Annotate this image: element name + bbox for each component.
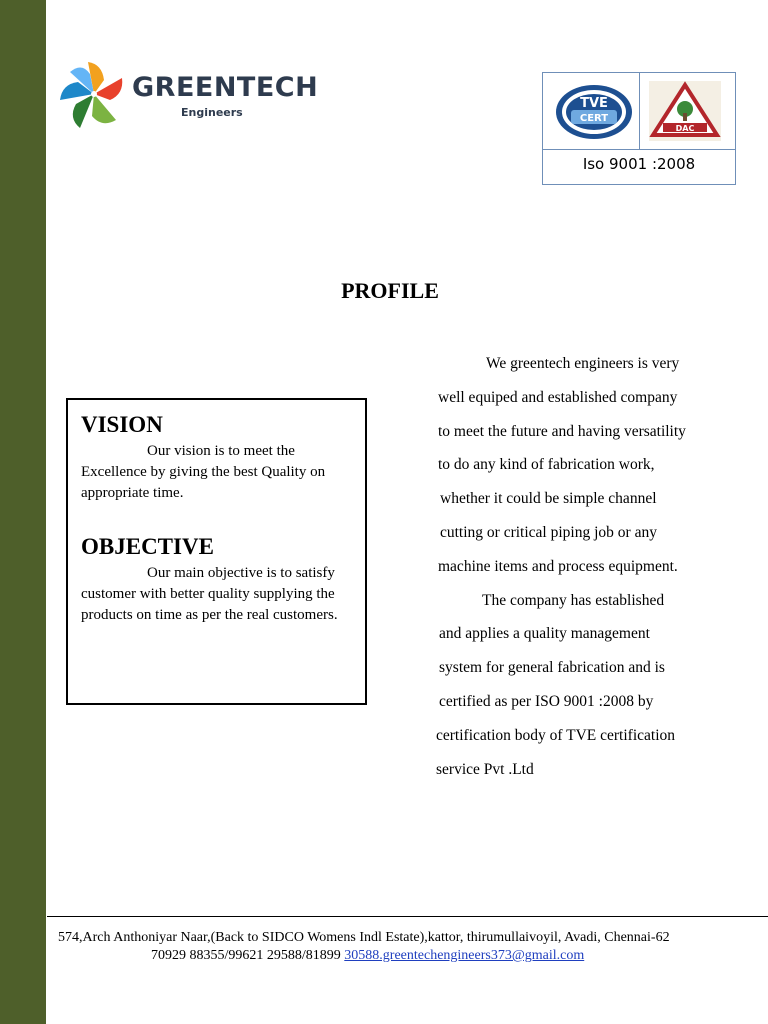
certification-box — [542, 72, 736, 185]
cert-divider — [639, 73, 640, 149]
vision-objective-box — [66, 398, 367, 705]
page-title: PROFILE — [341, 278, 439, 303]
profile-line: certified as per ISO 9001 :2008 by — [439, 692, 654, 710]
profile-line: machine items and process equipment. — [438, 557, 678, 575]
profile-line: to meet the future and having versatility — [438, 422, 686, 440]
company-name: GREENTECH — [132, 72, 319, 103]
profile-line: and applies a quality management — [439, 625, 650, 643]
footer-divider — [47, 916, 768, 917]
iso-standard-label: Iso 9001 :2008 — [582, 155, 696, 173]
side-bar — [0, 0, 46, 1024]
objective-text: Our main objective is to satisfy customer with better quality supplying the products on time as per the real customers. — [81, 565, 338, 623]
profile-paragraph — [435, 353, 735, 792]
objective-heading: OBJECTIVE — [81, 534, 214, 559]
dac-badge-text: DAC — [675, 124, 695, 133]
footer-phones: 70929 88355/99621 29588/81899 — [151, 948, 341, 963]
tve-badge-top-text: TVE — [580, 96, 608, 111]
pinwheel-logo-icon — [58, 54, 130, 134]
profile-line: We greentech engineers is very — [486, 355, 680, 372]
profile-line: to do any kind of fabrication work, — [438, 456, 655, 474]
profile-line: certification body of TVE certification — [436, 726, 676, 744]
profile-line: The company has established — [482, 591, 665, 609]
footer-contact — [151, 948, 584, 964]
profile-line: cutting or critical piping job or any — [440, 523, 657, 541]
profile-line: well equiped and established company — [438, 388, 678, 406]
company-logo — [58, 54, 319, 134]
tve-badge-bottom-text: CERT — [579, 113, 609, 124]
footer-address: 574,Arch Anthoniyar Naar,(Back to SIDCO Womens Indl Estate),kattor, thirumullaivoyil, Avadi, Chennai-62 — [58, 930, 670, 945]
profile-line: system for general fabrication and is — [439, 659, 665, 677]
profile-line: service Pvt .Ltd — [436, 760, 534, 778]
profile-line: whether it could be simple channel — [440, 490, 657, 508]
vision-heading: VISION — [81, 412, 163, 437]
vision-text: Our vision is to meet the Excellence by giving the best Quality on appropriate time. — [81, 443, 326, 501]
company-subtitle: Engineers — [181, 106, 243, 119]
tve-cert-badge-icon — [555, 84, 633, 140]
cert-divider — [543, 149, 735, 150]
dac-badge-icon — [649, 81, 721, 141]
footer-email-link[interactable]: 30588.greentechengineers373@gmail.com — [344, 948, 585, 963]
